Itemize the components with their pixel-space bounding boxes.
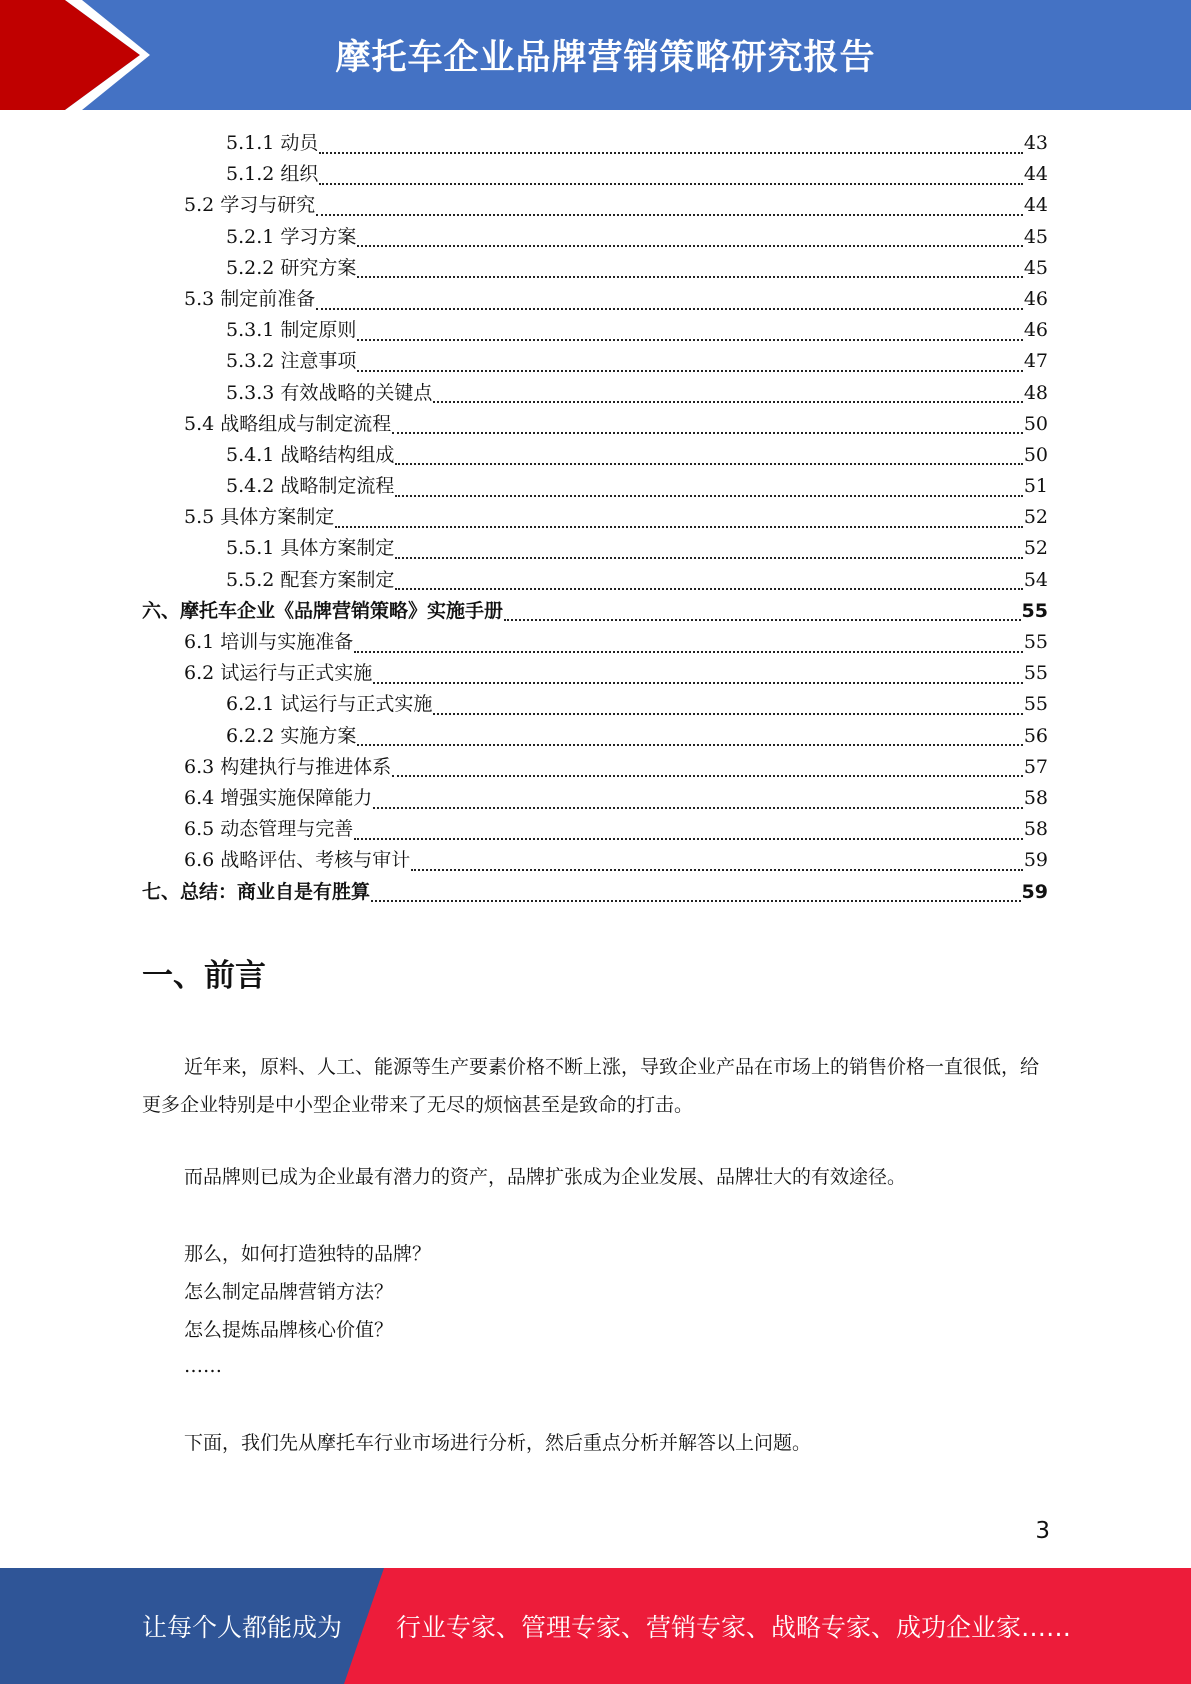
toc-entry[interactable] [142, 721, 1048, 752]
toc-entry-title: 5.1.1 动员 [226, 132, 319, 154]
toc-entry[interactable] [142, 845, 1048, 876]
toc-entry-page: 46 [1023, 287, 1048, 310]
toc-entry-title: 七、总结：商业自是有胜算 [142, 880, 371, 903]
toc-entry-title: 6.2 试运行与正式实施 [184, 662, 373, 685]
toc-entry-page: 54 [1023, 568, 1048, 591]
ellipsis-line: …… [184, 1355, 222, 1377]
toc-leader-dots [433, 713, 1022, 715]
toc-entry-page: 55 [1023, 631, 1048, 653]
toc-entry[interactable] [142, 440, 1048, 471]
toc-entry-page: 57 [1023, 755, 1048, 778]
page-number: 3 [1035, 1518, 1050, 1544]
toc-entry-page: 43 [1023, 132, 1048, 154]
question-3: 怎么提炼品牌核心价值？ [184, 1319, 394, 1341]
toc-entry-page: 50 [1023, 412, 1048, 435]
toc-entry-title: 5.4.1 战略结构组成 [226, 443, 395, 466]
footer-slogan-right: 行业专家、管理专家、营销专家、战略专家、成功企业家…… [396, 1613, 1072, 1642]
toc-leader-dots [371, 900, 1021, 902]
toc-entry-title: 5.5 具体方案制定 [184, 506, 335, 529]
toc-entry[interactable] [142, 752, 1048, 783]
toc-entry-title: 5.4.2 战略制定流程 [226, 475, 395, 498]
header-banner [0, 0, 1191, 110]
toc-entry-page: 55 [1023, 662, 1048, 685]
section-heading: 一、前言 [142, 958, 266, 994]
toc-entry[interactable] [142, 253, 1048, 284]
toc-leader-dots [357, 370, 1022, 372]
toc-entry[interactable] [142, 783, 1048, 814]
toc-entry-title: 5.5.2 配套方案制定 [226, 568, 395, 591]
table-of-contents [142, 128, 1048, 908]
toc-leader-dots [354, 651, 1023, 653]
toc-entry-title: 5.4 战略组成与制定流程 [184, 412, 392, 435]
toc-entry-page: 55 [1021, 599, 1048, 622]
toc-entry[interactable] [142, 658, 1048, 689]
toc-leader-dots [316, 214, 1023, 216]
toc-leader-dots [357, 245, 1022, 247]
toc-entry-title: 5.2 学习与研究 [184, 194, 316, 217]
toc-leader-dots [335, 526, 1023, 528]
toc-entry-page: 51 [1023, 475, 1048, 498]
toc-entry-page: 58 [1023, 818, 1048, 841]
toc-entry-page: 45 [1023, 225, 1048, 248]
toc-entry-page: 59 [1023, 849, 1048, 872]
toc-entry-title: 5.5.1 具体方案制定 [226, 537, 395, 560]
toc-entry[interactable] [142, 689, 1048, 720]
toc-entry-title: 6.2.2 实施方案 [226, 724, 357, 747]
toc-entry-page: 59 [1021, 880, 1048, 903]
toc-leader-dots [395, 463, 1022, 465]
toc-entry[interactable] [142, 222, 1048, 253]
toc-entry-title: 5.3.3 有效战略的关键点 [226, 381, 433, 404]
toc-entry[interactable] [142, 533, 1048, 564]
toc-entry[interactable] [142, 877, 1048, 908]
paragraph-intro: 近年来，原料、人工、能源等生产要素价格不断上涨，导致企业产品在市场上的销售价格一直很低，给更多企业特别是中小型企业带来了无尽的烦恼甚至是致命的打击。 [142, 1056, 1040, 1116]
toc-entry[interactable] [142, 471, 1048, 502]
toc-entry-title: 6.4 增强实施保障能力 [184, 786, 373, 809]
toc-leader-dots [316, 308, 1023, 310]
toc-leader-dots [319, 183, 1022, 185]
question-2: 怎么制定品牌营销方法？ [184, 1281, 394, 1303]
toc-entry[interactable] [142, 565, 1048, 596]
toc-entry[interactable] [142, 128, 1048, 159]
toc-entry-title: 6.6 战略评估、考核与审计 [184, 849, 411, 872]
toc-entry-title: 5.1.2 组织 [226, 163, 319, 186]
question-1: 那么，如何打造独特的品牌？ [184, 1243, 432, 1265]
toc-entry[interactable] [142, 315, 1048, 346]
toc-entry[interactable] [142, 190, 1048, 221]
toc-entry-page: 45 [1023, 256, 1048, 279]
toc-entry-title: 5.3 制定前准备 [184, 287, 316, 310]
footer-banner [0, 1568, 1191, 1684]
toc-entry-page: 52 [1023, 506, 1048, 529]
toc-leader-dots [357, 339, 1022, 341]
toc-leader-dots [395, 588, 1022, 590]
toc-leader-dots [411, 869, 1023, 871]
toc-entry[interactable] [142, 814, 1048, 845]
toc-entry-page: 55 [1023, 693, 1048, 716]
toc-entry-page: 47 [1023, 350, 1048, 373]
toc-entry-title: 5.3.1 制定原则 [226, 319, 357, 342]
toc-entry-page: 48 [1023, 381, 1048, 404]
toc-entry-title: 6.5 动态管理与完善 [184, 818, 354, 841]
toc-leader-dots [504, 619, 1021, 621]
toc-leader-dots [373, 807, 1023, 809]
toc-entry-title: 六、摩托车企业《品牌营销策略》实施手册 [142, 599, 504, 622]
toc-leader-dots [395, 557, 1022, 559]
toc-entry[interactable] [142, 159, 1048, 190]
toc-entry-page: 52 [1023, 537, 1048, 560]
toc-entry-title: 5.2.2 研究方案 [226, 256, 357, 279]
toc-entry-page: 58 [1023, 786, 1048, 809]
toc-entry-page: 50 [1023, 443, 1048, 466]
toc-entry[interactable] [142, 502, 1048, 533]
toc-leader-dots [357, 744, 1022, 746]
paragraph-conclusion: 下面，我们先从摩托车行业市场进行分析，然后重点分析并解答以上问题。 [184, 1432, 812, 1454]
toc-entry[interactable] [142, 409, 1048, 440]
toc-entry[interactable] [142, 627, 1048, 658]
toc-entry[interactable] [142, 284, 1048, 315]
toc-entry-page: 44 [1023, 163, 1048, 186]
toc-entry-page: 46 [1023, 319, 1048, 342]
document-title: 摩托车企业品牌营销策略研究报告 [335, 38, 876, 78]
toc-entry-title: 5.3.2 注意事项 [226, 350, 357, 373]
toc-leader-dots [373, 682, 1023, 684]
toc-leader-dots [319, 152, 1022, 154]
toc-entry[interactable] [142, 378, 1048, 409]
toc-entry[interactable] [142, 346, 1048, 377]
toc-leader-dots [357, 276, 1022, 278]
paragraph-brand: 而品牌则已成为企业最有潜力的资产，品牌扩张成为企业发展、品牌壮大的有效途径。 [184, 1166, 907, 1188]
toc-entry-page: 56 [1023, 724, 1048, 747]
toc-entry-title: 6.3 构建执行与推进体系 [184, 755, 392, 778]
toc-entry[interactable] [142, 596, 1048, 627]
toc-leader-dots [354, 838, 1023, 840]
toc-leader-dots [392, 432, 1023, 434]
toc-entry-page: 44 [1023, 194, 1048, 217]
toc-leader-dots [395, 495, 1022, 497]
toc-leader-dots [392, 775, 1023, 777]
toc-entry-title: 6.2.1 试运行与正式实施 [226, 693, 433, 716]
footer-slogan-left: 让每个人都能成为 [142, 1613, 343, 1642]
toc-leader-dots [433, 401, 1022, 403]
toc-entry-title: 6.1 培训与实施准备 [184, 631, 354, 653]
toc-entry-title: 5.2.1 学习方案 [226, 225, 357, 248]
